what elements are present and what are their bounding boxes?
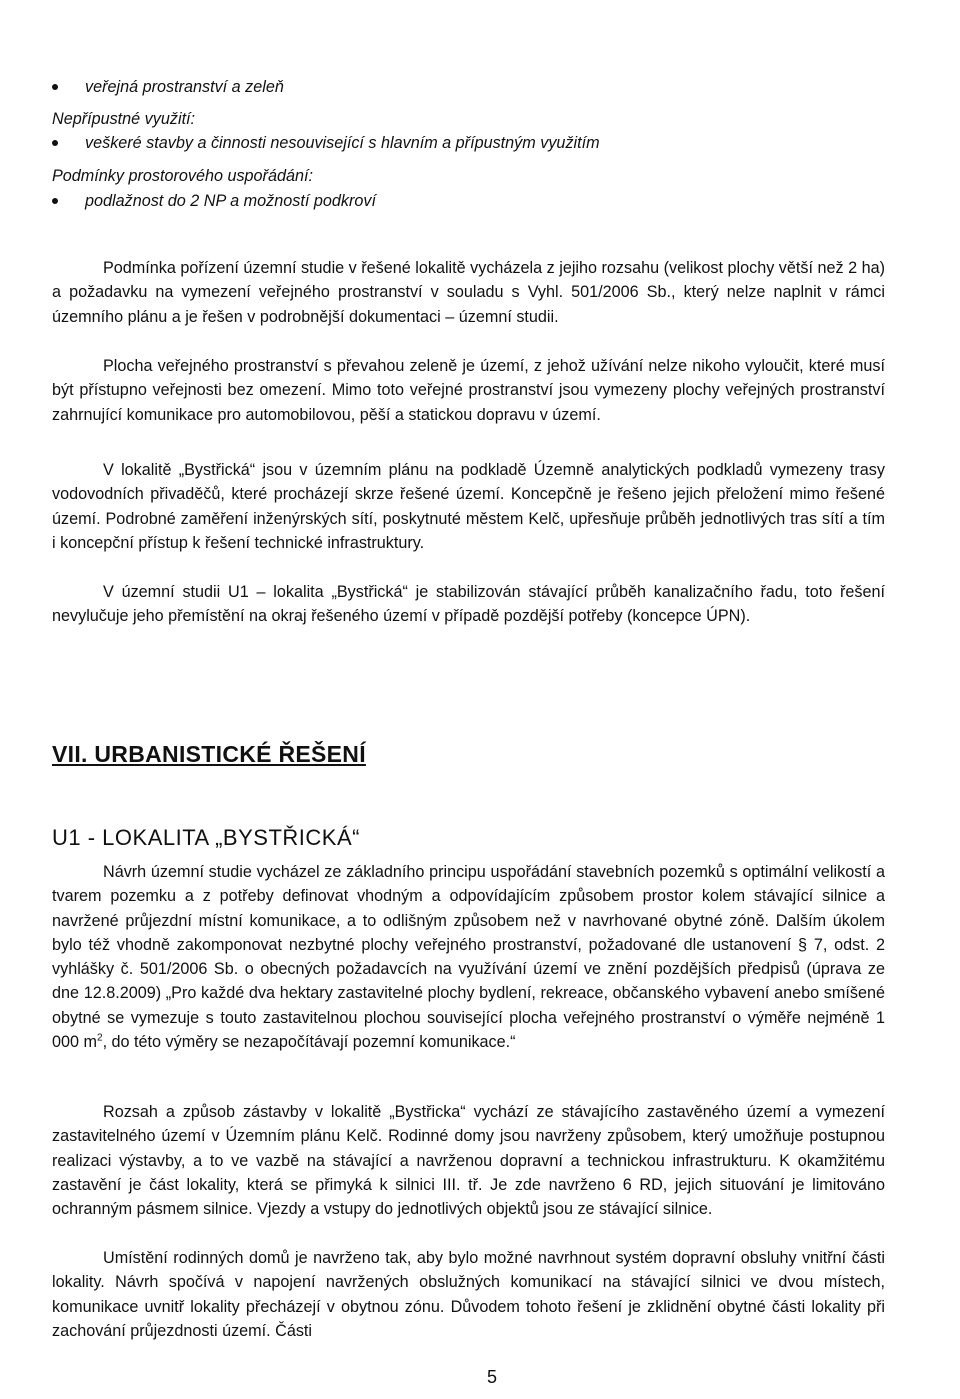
paragraph-2 [52, 354, 885, 427]
page-number: 5 [486, 1367, 497, 1387]
section-heading: VII. URBANISTICKÉ ŘEŠENÍ [52, 741, 366, 767]
paragraph-7 [52, 1246, 885, 1343]
label-podminky: Podmínky prostorového uspořádání: [52, 167, 313, 185]
paragraph-6 [52, 1100, 885, 1221]
bullet-text: veškeré stavby a činnosti nesouvisející s hlavním a přípustným využitím [85, 134, 600, 152]
bullet-dot-icon [52, 198, 58, 204]
paragraph-text: V lokalitě „Bystřická“ jsou v územním plánu na podkladě Územně analytických podkladů vymezeny trasy vodovodních přivaděčů, které procházejí skrze řešené území. Koncepčně je řešeno jejich přeložení mimo řešené území. Podrobné zaměření inženýrských sítí, poskytnuté městem Kelč, upřesňuje průběh jednotlivých tras sítí a tím i koncepční přístup k řešení technické infrastruktury. [52, 461, 885, 552]
bullet-text: podlažnost do 2 NP a možností podkroví [85, 192, 376, 210]
paragraph-text-part: , do této výměry se nezapočítávají pozemní komunikace.“ [102, 1033, 516, 1052]
label-nepripustne: Nepřípustné využití: [52, 110, 196, 128]
subsection-heading: U1 - LOKALITA „BYSTŘICKÁ“ [52, 825, 360, 850]
paragraph-text-part: Návrh územní studie vycházel ze základního principu uspořádání stavebních pozemků s optimální velikostí a tvarem pozemku a z potřeby definovat vhodným a odpovídajícím způsobem prostor kolem stávající silnice a navržené průjezdní místní komunikace, a to odlišným způsobem než v navrhované obytné zóně. Dalším úkolem bylo též vhodně zakomponovat nezbytné plochy veřejného prostranství, požadované dle ustanovení § 7, odst. 2 vyhlášky č. 501/2006 Sb. o obecných požadavcích na využívání území ve znění pozdějších předpisů (úprava ze dne 12.8.2009) „Pro každé dva hektary zastavitelné plochy bydlení, rekreace, občanského vybavení anebo smíšené obytné se vymezuje s touto zastavitelnou plochou související plocha veřejného prostranství o výměře nejméně 1 000 m [52, 863, 885, 1052]
paragraph-text: Umístění rodinných domů je navrženo tak, aby bylo možné navrhnout systém dopravní obsluhy vnitřní části lokality. Návrh spočívá v napojení navržených obslužných komunikací na stávající silnici ve dvou místech, komunikace uvnitř lokality přecházejí v obytnou zónu. Důvodem tohoto řešení je zklidnění obytné části lokality při zachování průjezdnosti území. Části [52, 1249, 885, 1340]
paragraph-4 [52, 580, 885, 629]
superscript: 2 [97, 1032, 103, 1044]
bullet-dot-icon [52, 84, 58, 90]
paragraph-text: V územní studii U1 – lokalita „Bystřická“ je stabilizován stávající průběh kanalizačního řadu, toto řešení nevylučuje jeho přemístění na okraj řešeného území v případě pozdější potřeby (koncepce ÚPN). [52, 583, 885, 626]
paragraph-text: Podmínka pořízení územní studie v řešené lokalitě vycházela z jejiho rozsahu (velikost plochy větší než 2 ha) a požadavku na vymezení veřejného prostranství v souladu s Vyhl. 501/2006 Sb., který nelze naplnit v rámci územního plánu a je řešen v podrobnější dokumentaci – územní studii. [52, 259, 885, 326]
paragraph-text: Rozsah a způsob zástavby v lokalitě „Bystřicka“ vychází ze stávajícího zastavěného území a vymezení zastavitelného území v Územním plánu Kelč. Rodinné domy jsou navrženy způsobem, který umožňuje postupnou realizaci výstavby, a to ve vazbě na stávající a navrženou dopravní a technickou infrastrukturu. K okamžitému zastavění je část lokality, která se přimyká k silnici III. tř. Je zde navrženo 6 RD, jejich situování je limitováno ochranným pásmem silnice. Vjezdy a vstupy do jednotlivých objektů jsou ze stávající silnice. [52, 1103, 885, 1219]
paragraph-5 [52, 860, 885, 1054]
paragraph-text [52, 860, 885, 1054]
bullet-dot-icon [52, 140, 58, 146]
paragraph-1 [52, 256, 885, 329]
bullet-text: veřejná prostranství a zeleň [85, 78, 284, 96]
paragraph-3 [52, 458, 885, 555]
paragraph-text: Plocha veřejného prostranství s převahou zeleně je území, z jehož užívání nelze nikoho vyloučit, které musí být přístupno veřejnosti bez omezení. Mimo toto veřejné prostranství jsou vymezeny plochy veřejných prostranství zahrnující komunikace pro automobilovou, pěší a statickou dopravu v území. [52, 357, 885, 424]
